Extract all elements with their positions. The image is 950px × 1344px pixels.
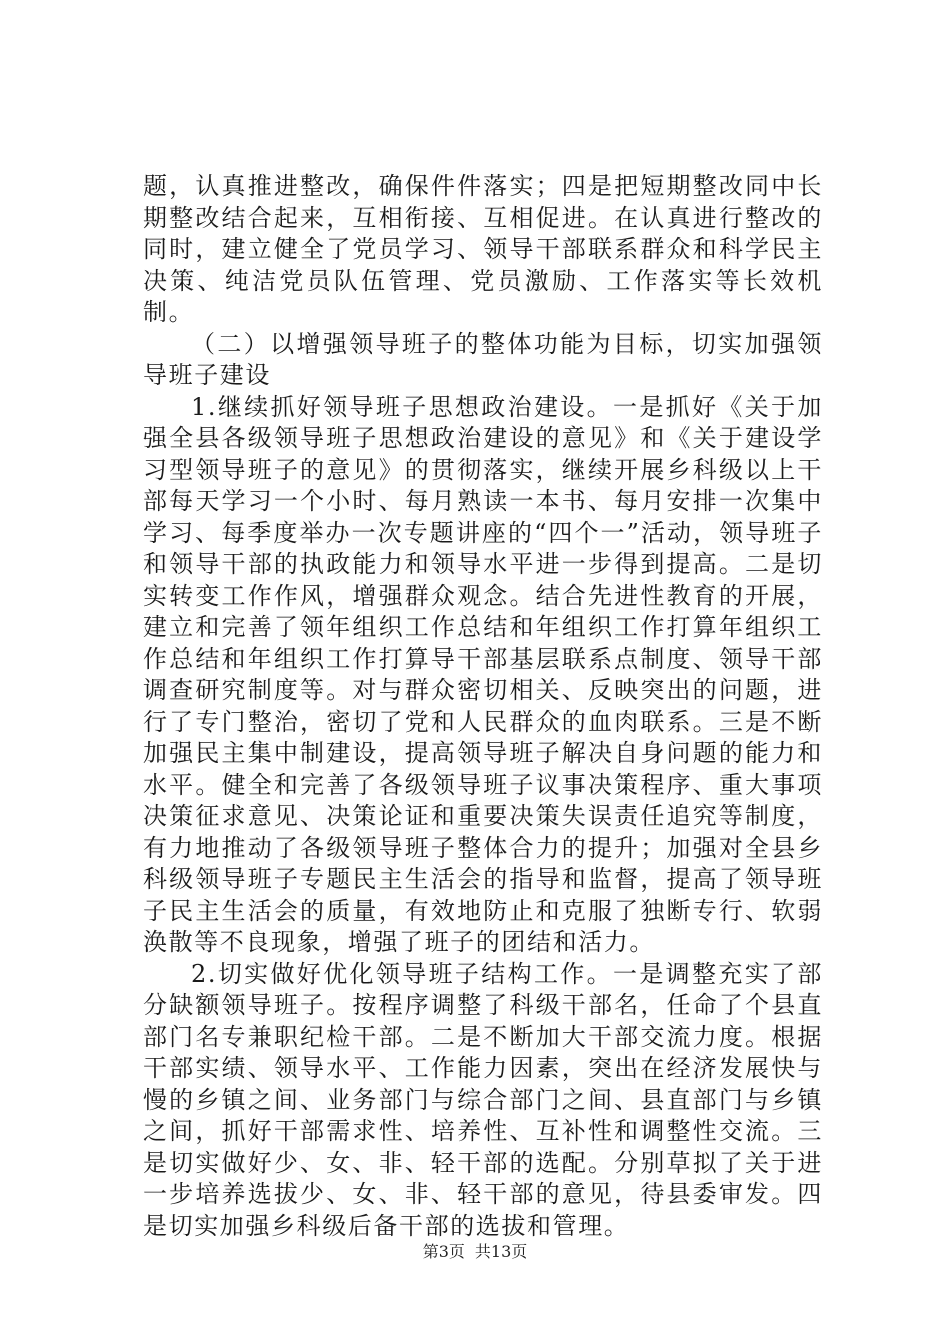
page-number: 第3页 [422,1242,465,1261]
paragraph-item-2: 2.切实做好优化领导班子结构工作。一是调整充实了部分缺额领导班子。按程序调整了科级干部名，任命了个县直部门名专兼职纪检干部。二是不断加大干部交流力度。根据干部实绩、领导水平、工作能力因素，突出在经济发展快与慢的乡镇之间、业务部门与综合部门之间、县直部门与乡镇之间，抓好干部需求性、培养性、互补性和调整性交流。三是切实做好少、女、非、轻干部的选配。分别草拟了关于进一步培养选拔少、女、非、轻干部的意见，待县委审发。四是切实加强乡科级后备干部的选拔和管理。 [143,959,823,1240]
section-heading-2: （二）以增强领导班子的整体功能为目标，切实加强领导班子建设 [143,329,823,389]
document-body [143,171,823,1242]
page-total: 共13页 [474,1242,528,1261]
page-footer [0,1242,950,1262]
paragraph-item-1: 1.继续抓好领导班子思想政治建设。一是抓好《关于加强全县各级领导班子思想政治建设的意见》和《关于建设学习型领导班子的意见》的贯彻落实，继续开展乡科级以上干部每天学习一个小时、每月熟读一本书、每月安排一次集中学习、每季度举办一次专题讲座的“四个一”活动，领导班子和领导干部的执政能力和领导水平进一步得到提高。二是切实转变工作作风，增强群众观念。结合先进性教育的开展，建立和完善了领年组织工作总结和年组织工作打算年组织工作总结和年组织工作打算导干部基层联系点制度、领导干部调查研究制度等。对与群众密切相关、反映突出的问题，进行了专门整治，密切了党和人民群众的血肉联系。三是不断加强民主集中制建设，提高领导班子解决自身问题的能力和水平。健全和完善了各级领导班子议事决策程序、重大事项决策征求意见、决策论证和重要决策失误责任追究等制度，有力地推动了各级领导班子整体合力的提升；加强对全县乡科级领导班子专题民主生活会的指导和监督，提高了领导班子民主生活会的质量，有效地防止和克服了独断专行、软弱涣散等不良现象，增强了班子的团结和活力。 [143,392,823,956]
paragraph-continuation: 题，认真推进整改，确保件件落实；四是把短期整改同中长期整改结合起来，互相衔接、互相促进。在认真进行整改的同时，建立健全了党员学习、领导干部联系群众和科学民主决策、纯洁党员队伍管理、党员激励、工作落实等长效机制。 [143,172,823,326]
